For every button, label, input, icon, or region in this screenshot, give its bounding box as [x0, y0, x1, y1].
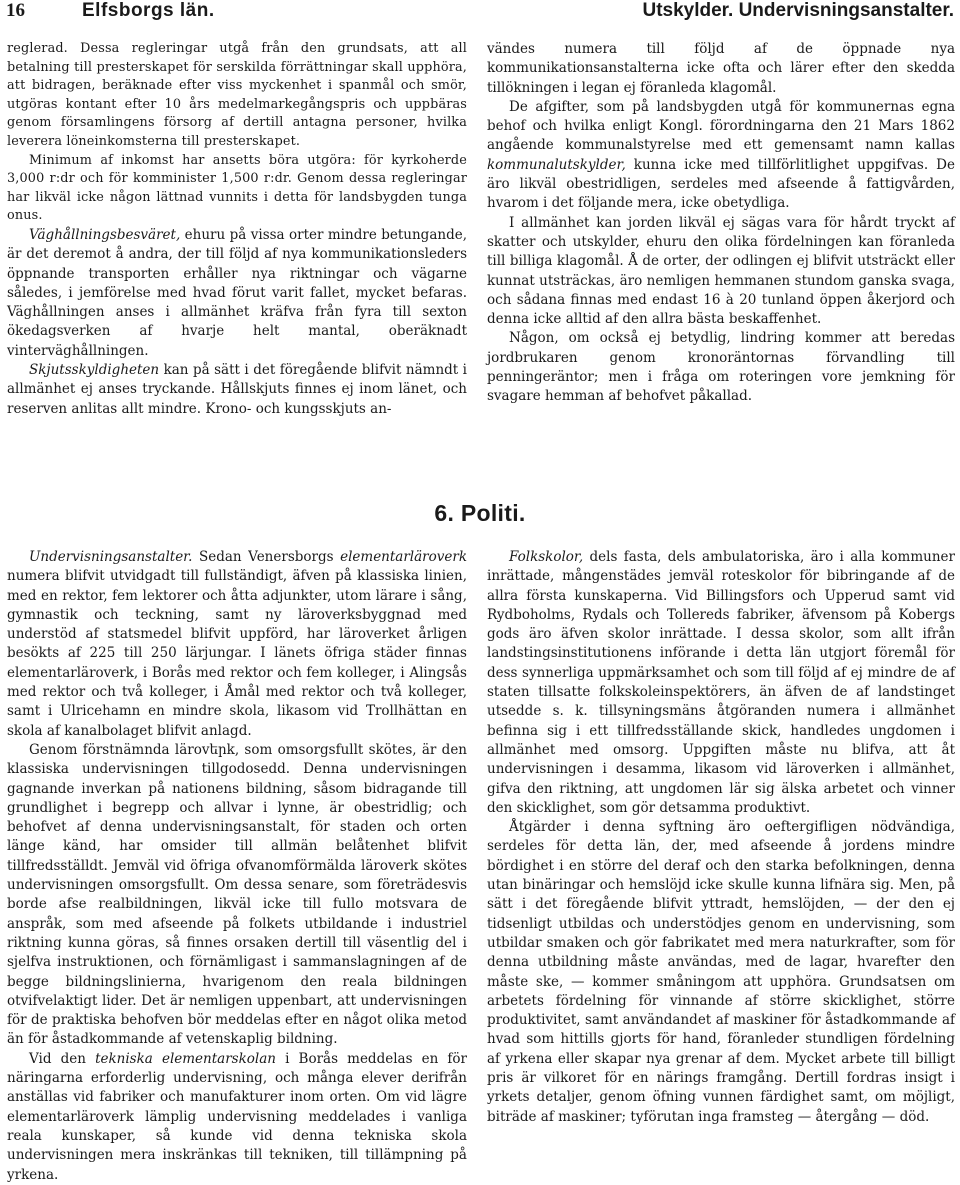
header-left-title: Elfsborgs län. [82, 0, 215, 21]
paragraph: Åtgärder i denna syftning äro oeftergifligen nödvändiga, serdeles för detta län, der, med afseende å jordens mindre bördighet i en större del deraf och den starka befolkningen, denna utan binäringar och hemslöjd icke skulle kunna lifnära sig. Men, på sätt i det föregående blifvit yttradt, hemslöjden, — der den ej tidsenligt utbildas och understödjes genom en undervisning, som utbildar smaken och gör fabrikatet med mera naturkrafter, som för denna utbildning måste användas, med de lagar, hvarefter den måste ske, — kommer småningom att upphöra. Grundsatsen om arbetets fördelning för vinnande af större skicklighet, större produktivitet, samt användandet af maskiner för åstadkommande af hvad som hittills gjorts för hand, föranleder stundligen fördelning af yrkena eller skapar nya grenar af dem. Mycket arbete till billigt pris är vilkoret för en närings framgång. Dertill fordras insigt i yrkets detaljer, genom öfning vunnen färdighet samt, om möjligt, biträde af maskiner; tyförutan inga framsteg — återgång — död. [487, 819, 955, 1125]
header-right-title: Utskylder. Undervisningsanstalter. [642, 0, 954, 21]
italic-term: Folkskolor, [509, 549, 584, 565]
column-top-left [7, 40, 467, 419]
column-bottom-right [487, 548, 955, 1127]
section-title: 6. Politi. [434, 500, 526, 526]
running-header [6, 0, 954, 22]
paragraph: Väghållningsbesväret, ehuru på vissa orter mindre betungande, är det deremot å andra, der till följd af nya kommunikationsleders öppnande transporten erhåller nya riktningar och vägarne således, i jemförelse med hvad förut varit fallet, mycket befaras. Väghållningen anses i allmänhet kräfva från fyra till sexton ökedagsverken af hvarje helt mantal, oberäknadt vinterväghållningen. [7, 226, 467, 359]
paragraph: De afgifter, som på landsbygden utgå för kommunernas egna behof och hvilka enligt Kongl. förordningarna den 21 Mars 1862 angående kommunalstyrelse med ett gemensamt namn kallas kommunalutskylder, kunna icke med tillförlitlighet uppgifvas. De äro likväl obestridligen, serdeles med afseende å fattigvården, hvarom i det följande mera, icke obetydliga. [487, 98, 955, 212]
paragraph: Minimum af inkomst har ansetts böra utgöra: för kyrkoherde 3,000 r:dr och för komminister 1,500 r:dr. Genom dessa regleringar har likväl icke någon lättnad vunnits i detta för landsbygden tunga onus. [7, 152, 467, 224]
paragraph: Vid den tekniska elementarskolan i Borås meddelas en för näringarna erforderlig undervisning, och många elever derifrån anställas vid fabriker och manufakturer inom orten. Om vid lägre elementarläroverk lämplig undervisning meddelades i vanliga reala kunskaper, så kunde vid denna tekniska skola undervisningen mera inskränkas till tekniken, till tillämpning på yrkena. [7, 1050, 468, 1183]
italic-term: Skjutsskyldigheten [29, 362, 160, 379]
paragraph: Genom förstnämnda lärovերk, som omsorgsfullt skötes, är den klassiska undervisningen tillgodosedd. Denna undervisningen gagnande inverkan på nationens bildning, såsom bidragande till grundlighet i begrepp och allvar i lynne, är obestridlig; och behofvet af denna undervisningsanstalt, för staden och orten länge känd, har omsider till allmän belåtenhet blifvit tillfredsställdt. Jemväl vid öfriga ofvanomförmälda lärovеrk skötes undervisningen omsorgsfullt. Om dessa senare, som företrädesvis borde afse realbildningen, likväl icke till fullo motsvara de anspråk, som med afseende på folkets utbildande i industriel riktning kunna göras, så finnes orsaken dertill till väsentlig del i sjelfva instruktionen, och förnämligast i sammanslagningen af de begge bildningslinierna, hvarigenom den reala bildningen otvifvelaktigt lider. Det är nemligen uppenbart, att undervisningen för de praktiska behofven bör meddelas efter en något olika metod än för åstadkommande af vetenskaplig bildning. [7, 741, 467, 1048]
paragraph: Skjutsskyldigheten kan på sätt i det föregående blifvit nämndt i allmänhet ej anses tryckande. Hållskjuts finnes ej inom länet, och reserven anlitas allt mindre. Krono- och kungsskjuts an- [7, 362, 467, 417]
paragraph: Undervisningsanstalter. Sedan Venersborgs elementarläroverk numera blifvit utvidgadt till fullständigt, äfven på klassiska linien, med en rektor, fem lektorer och åtta adjunkter, utom lärare i sång, gymnastik och teckning, samt ny läroverksbyggnad med understöd af statsmedel blifvit uppförd, har läroverket årligen besökts af 225 till 250 lärjungar. I länets öfriga städer finnas elementarläroverk, i Borås med rektor och fem kolleger, i Alingsås med rektor och två kolleger, i Åmål med rektor och två kolleger, samt i Ulricehamn en mindre skola, likasom vid Trollhättan en skola af kanalbolaget blifvit anlagd. [7, 549, 467, 739]
paragraph: Folkskolor, dels fasta, dels ambulatoriska, äro i alla kommuner inrättade, mångenstädes jemväl roteskolor för bibringande af de allra första kunskaperna. Vid Billingsfors och Upperud samt vid Rydboholms, Rydals och Tollereds fabriker, äfvensom på Kobergs gods äro äfven skolor inrättade. I dessa skolor, som allt ifrån landstingsinstitutionens införande i detta län utgjort föremål för dess synnerliga uppmärksamhet och som till följd af ej mindre de af staten tillsatte folkskoleinspektörers, än äfven de af landstinget utsedde s. k. tillsyningsmäns åtgöranden numera i allmänhet befinna sig i ett tillfredsställande skick, handledes ungdomen i allmänhet med omsorg. Uppgiften måste nu blifva, att åt undervisningen i desamma, likasom vid läroverken i allmänhet, gifva den riktning, att ungdomen lär sig älska arbetet och vinner den skicklighet, som gör detsamma produktivt. [487, 549, 955, 816]
italic-term: elementarläroverk [340, 549, 467, 565]
italic-term: Undervisningsanstalter. [29, 549, 193, 565]
column-top-right [487, 40, 955, 407]
italic-term: Väghållningsbesväret, [29, 226, 181, 243]
column-bottom-left [7, 548, 467, 1185]
paragraph: Någon, om också ej betydlig, lindring kommer att beredas jordbrukaren genom kronoräntornas förvandling till penningeräntor; men i fråga om roteringen vore jemkning för svagare hemman af behofvet påkallad. [487, 330, 955, 405]
italic-term: kommunalutskylder, [487, 156, 626, 173]
page-number: 16 [6, 0, 25, 21]
paragraph: vändes numera till följd af de öppnade nya kommunikationsanstalterna icke ofta och lärer efter den skedda tillökningen i legan ej föranleda klagomål. [487, 41, 955, 96]
paragraph: I allmänhet kan jorden likväl ej sägas vara för hårdt tryckt af skatter och utskylder, ehuru den olika fördelningen kan föranleda till billiga klagomål. Å de orter, der odlingen ej blifvit utsträckt eller kunnat utsträckas, äro nemligen hemmanen stundom ganska svaga, och sådana finnas med endast 16 à 20 tunland öppen åkerjord och denna icke alltid af den allra bästa beskaffenhet. [487, 214, 955, 328]
paragraph: reglerad. Dessa regleringar utgå från den grundsats, att all betalning till presterskapet för serskilda förrättningar skall upphöra, att bidragen, beräknade efter viss myckenhet i spanmål och smör, utgöras kontant efter 10 års medelmarkegångspris och uppbäras genom församlingens försorg af dertill antagna personer, hvilka leverera löneinkomsterna till presterskapet. [7, 41, 467, 149]
italic-term: tekniska elementarskolan [95, 1050, 276, 1067]
